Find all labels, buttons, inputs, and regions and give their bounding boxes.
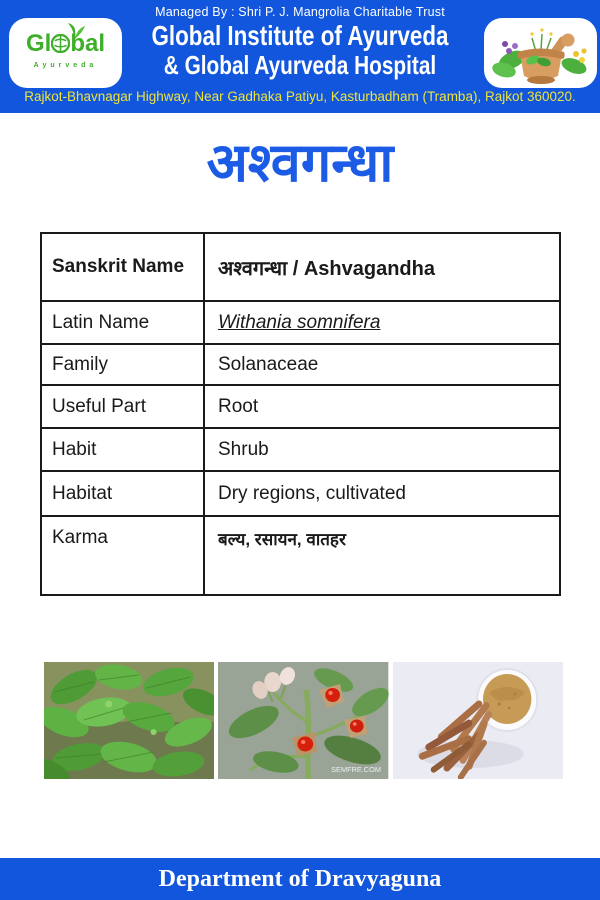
page-title: अश्वगन्धा <box>206 133 394 193</box>
row-label: Family <box>41 344 204 385</box>
address-line: Rajkot-Bhavnagar Highway, Near Gadhaka Patiyu, Kasturbadham (Tramba), Rajkot 360020. <box>24 89 576 104</box>
row-label: Useful Part <box>41 385 204 428</box>
table-row <box>41 344 560 385</box>
globe-icon <box>51 34 70 58</box>
row-value: Solanaceae <box>204 344 560 385</box>
table-row <box>41 385 560 428</box>
ashwagandha-berries-photo <box>218 662 388 779</box>
footer-band <box>0 858 600 900</box>
photo-strip <box>44 662 563 779</box>
mortar-pestle-icon <box>484 18 597 88</box>
row-label: Latin Name <box>41 301 204 344</box>
table-row <box>41 516 560 595</box>
row-label: Karma <box>41 516 204 595</box>
row-label: Habit <box>41 428 204 471</box>
row-value: बल्य, रसायन, वातहर <box>204 516 560 595</box>
flowers-berries-image <box>218 662 388 779</box>
table-row <box>41 471 560 516</box>
institute-title-line2: & Global Ayurveda Hospital <box>163 50 437 80</box>
table-row <box>41 301 560 344</box>
table-row <box>41 428 560 471</box>
plant-leaves-image <box>44 662 214 779</box>
global-ayurveda-logo <box>9 18 122 88</box>
row-label: Habitat <box>41 471 204 516</box>
managed-by-text: Managed By : Shri P. J. Mangrolia Charitable Trust <box>155 5 445 19</box>
photo-watermark: SEMFRE.COM <box>331 766 382 774</box>
herbal-mortar-illustration <box>484 18 597 88</box>
department-title: Department of Dravyaguna <box>158 865 442 892</box>
row-value: Withania somnifera <box>204 301 560 344</box>
logo-wordmark: Gl bal <box>25 30 106 57</box>
institute-title-line1: Global Institute of Ayurveda <box>151 20 449 51</box>
row-value: Dry regions, cultivated <box>204 471 560 516</box>
row-label: Sanskrit Name <box>41 233 204 301</box>
header-band <box>0 0 600 113</box>
row-value: Root <box>204 385 560 428</box>
roots-powder-image <box>393 662 563 779</box>
ashwagandha-plant-photo <box>44 662 214 779</box>
table-row <box>41 233 560 301</box>
ashwagandha-roots-photo <box>393 662 563 779</box>
row-value: अश्वगन्धा / Ashvagandha <box>204 233 560 301</box>
logo-subtext: Ayurveda <box>33 62 98 69</box>
drug-info-table <box>40 232 561 596</box>
row-value: Shrub <box>204 428 560 471</box>
